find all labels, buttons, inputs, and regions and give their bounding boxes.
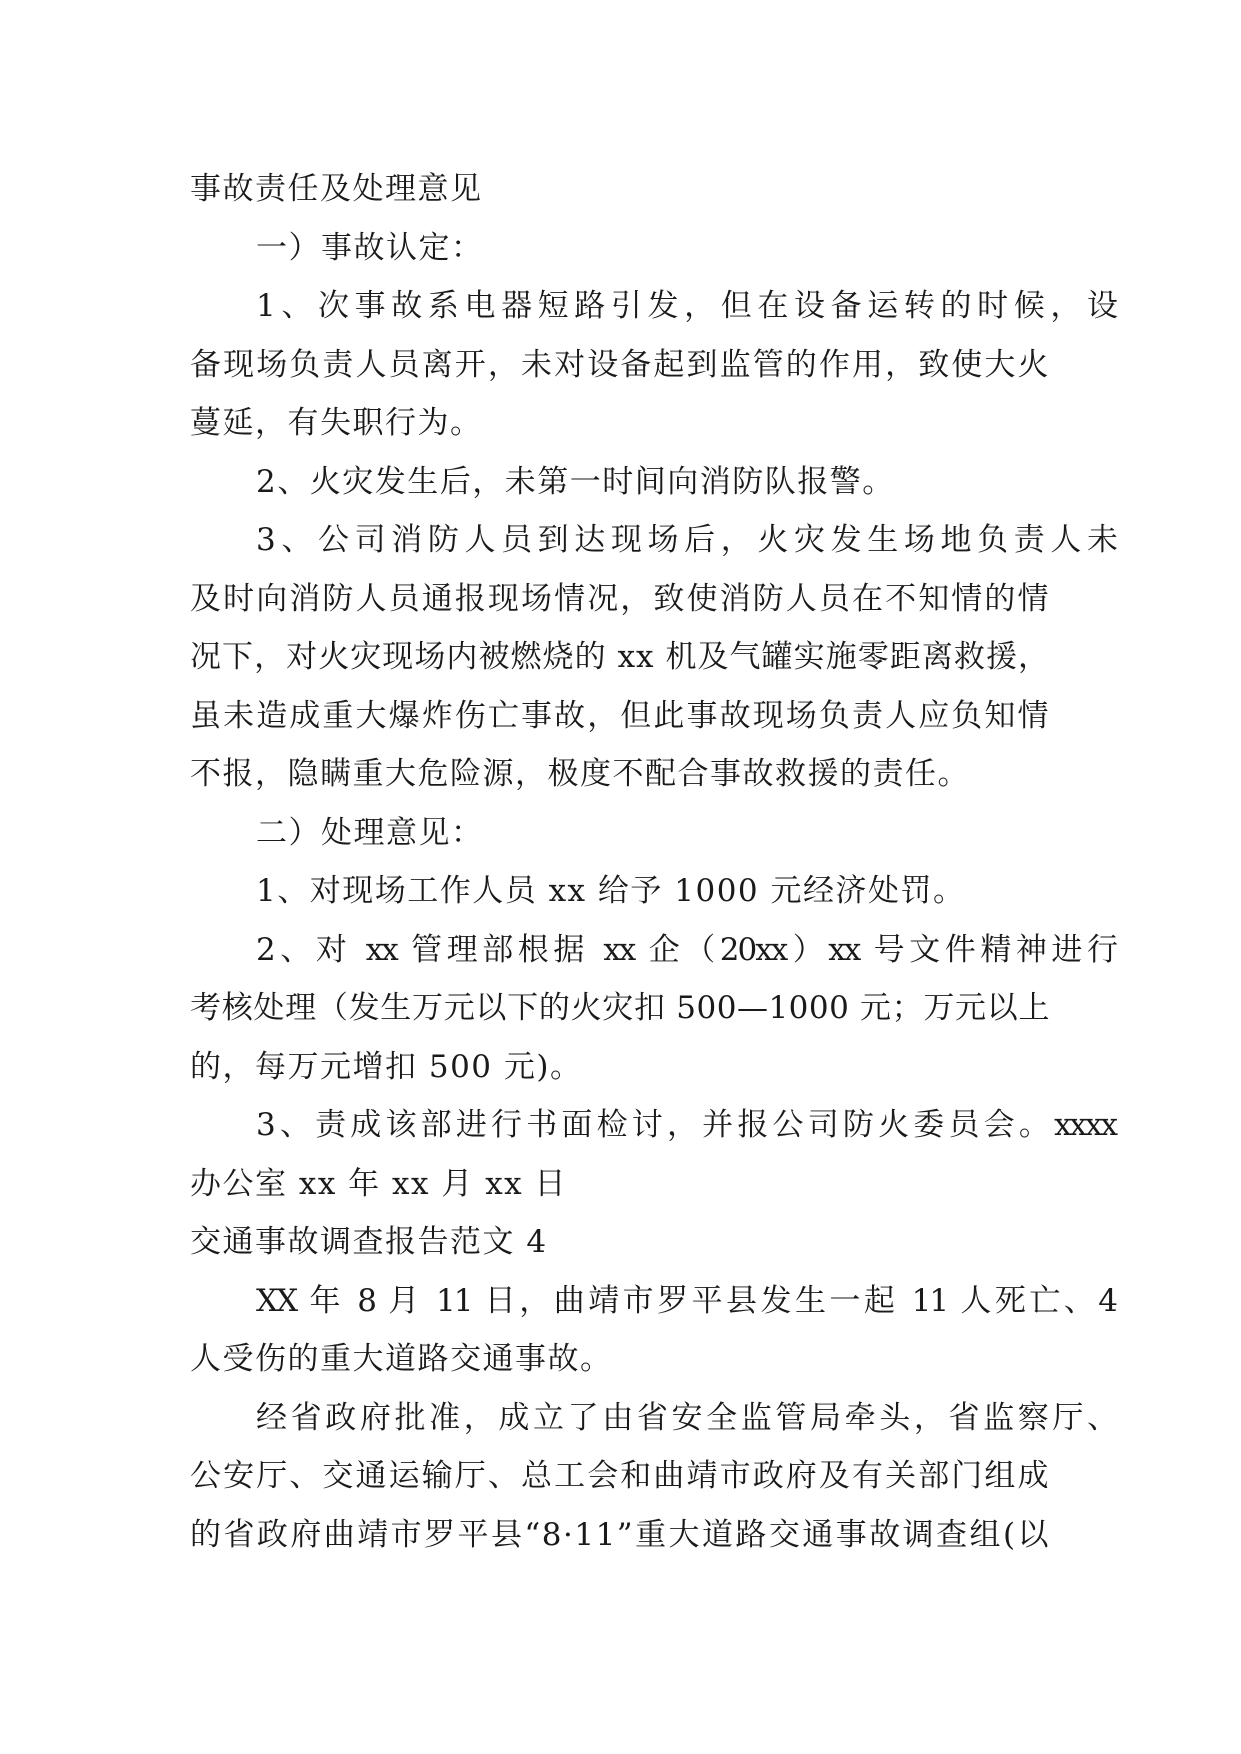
paragraph-line: 的省政府曲靖市罗平县“8·11”重大道路交通事故调查组(以	[190, 1516, 1050, 1553]
document-body	[190, 160, 1116, 1564]
paragraph-line: 公安厅、交通运输厅、总工会和曲靖市政府及有关部门组成	[190, 1458, 1050, 1494]
paragraph-line: 1、次事故系电器短路引发，但在设备运转的时候，设	[256, 288, 1116, 324]
section-heading: 事故责任及处理意见	[190, 171, 483, 207]
paragraph-line: 1、对现场工作人员 xx 给予 1000 元经济处罚。	[256, 873, 966, 909]
paragraph-line: 况下，对火灾现场内被燃烧的 xx 机及气罐实施零距离救援，	[190, 639, 1050, 675]
section-heading: 交通事故调查报告范文 4	[190, 1224, 548, 1260]
paragraph-line: XX 年 8 月 11 日，曲靖市罗平县发生一起 11 人死亡、4	[256, 1282, 1116, 1319]
paragraph-line: 3、公司消防人员到达现场后，火灾发生场地负责人未	[256, 522, 1116, 558]
paragraph-line: 蔓延，有失职行为。	[190, 405, 483, 441]
paragraph-line: 不报，隐瞒重大危险源，极度不配合事故救援的责任。	[190, 756, 970, 792]
signature-date-line: 办公室 xx 年 xx 月 xx 日	[190, 1165, 568, 1202]
paragraph-line: 及时向消防人员通报现场情况，致使消防人员在不知情的情	[190, 580, 1050, 617]
paragraph-line: 经省政府批准，成立了由省安全监管局牵头，省监察厅、	[256, 1399, 1116, 1436]
paragraph-line: 2、对 xx 管理部根据 xx 企（20xx）xx 号文件精神进行	[256, 931, 1116, 968]
paragraph-line: 虽未造成重大爆炸伤亡事故，但此事故现场负责人应负知情	[190, 697, 1050, 734]
paragraph-line: 3、责成该部进行书面检讨，并报公司防火委员会。xxxx	[256, 1107, 1116, 1143]
paragraph-line: 2、火灾发生后，未第一时间向消防队报警。	[256, 463, 895, 500]
paragraph-line: 的，每万元增扣 500 元)。	[190, 1048, 583, 1085]
paragraph-line: 考核处理（发生万元以下的火灾扣 500—1000 元；万元以上	[190, 990, 1050, 1026]
subsection-heading: 二）处理意见：	[256, 814, 484, 851]
paragraph-line: 人受伤的重大道路交通事故。	[190, 1341, 613, 1377]
subsection-heading: 一）事故认定：	[256, 229, 484, 266]
paragraph-line: 备现场负责人员离开，未对设备起到监管的作用，致使大火	[190, 346, 1050, 383]
